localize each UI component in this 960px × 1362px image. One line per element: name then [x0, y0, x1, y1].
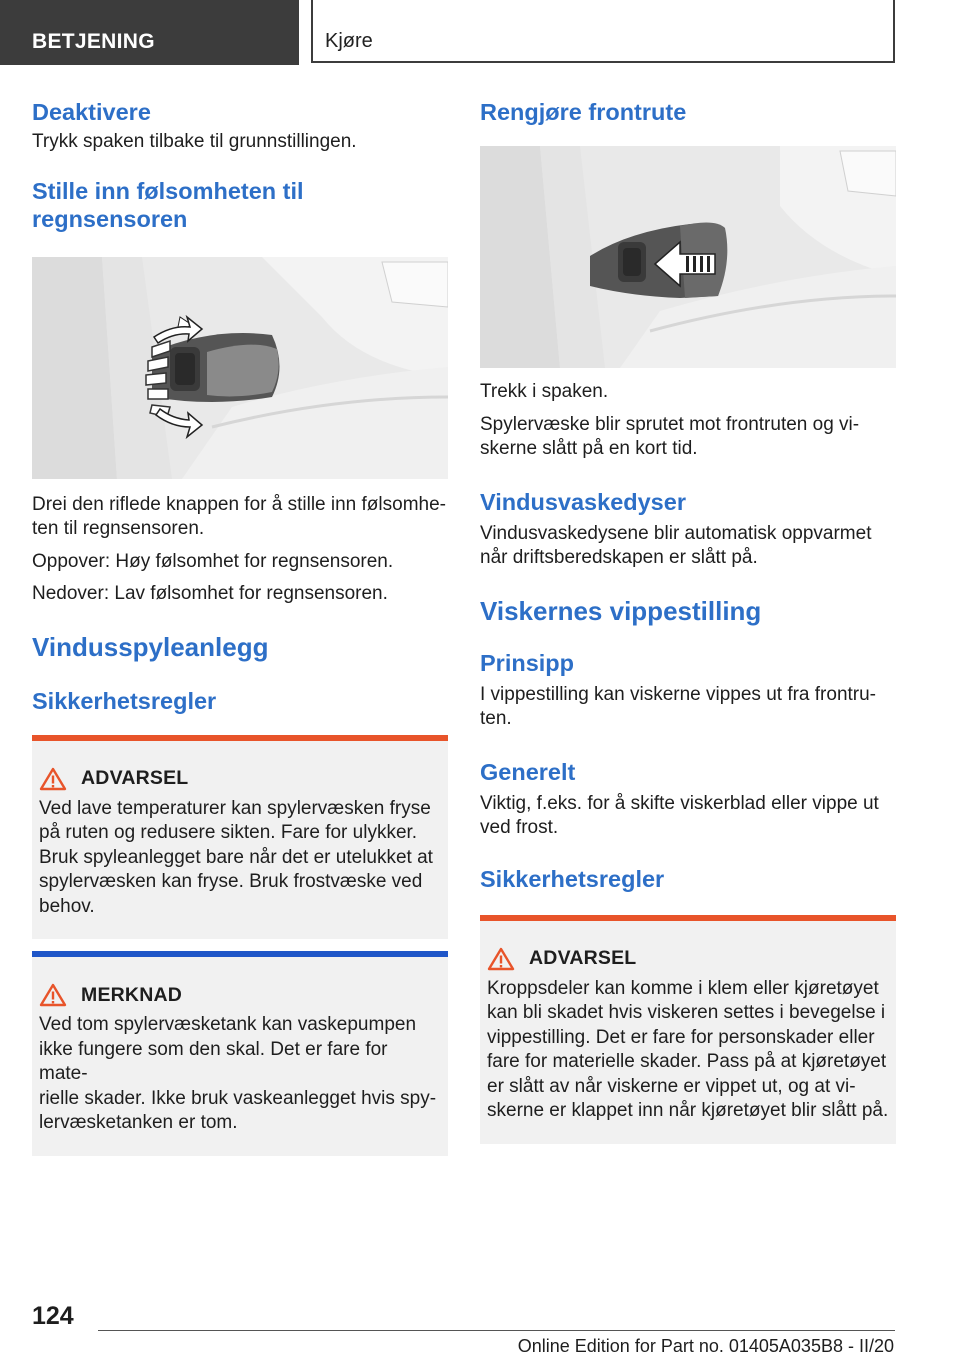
- warning-line: Ved lave temperaturer kan spylervæsken fryse: [39, 797, 431, 819]
- warning-line: er slått av når viskerne er vippet ut, og at vi‐: [487, 1075, 856, 1097]
- text-trekk: Trekk i spaken.: [480, 381, 609, 402]
- warning-line: vippestilling. Det er fare for personskader eller: [487, 1026, 875, 1048]
- chapter-tab: [311, 0, 895, 63]
- illustration-rain-sensor-dial: [32, 257, 448, 479]
- text-dyser-line2: når driftsberedskapen er slått på.: [480, 547, 758, 568]
- page-number: 124: [32, 1302, 74, 1330]
- warning-line: Bruk spyleanlegget bare når det er utelukket at: [39, 846, 433, 868]
- text-drei-line2: ten til regnsensoren.: [32, 518, 205, 539]
- heading-generelt: Generelt: [480, 758, 576, 785]
- warning-triangle-icon: [39, 767, 67, 791]
- note-line: Ved tom spylervæsketank kan vaskepumpen: [39, 1014, 417, 1035]
- text-nedover: Nedover: Lav følsomhet for regnsensoren.: [32, 583, 388, 604]
- heading-vindusspyleanlegg: Vindusspyleanlegg: [32, 631, 269, 662]
- note-line: rielle skader. Ikke bruk vaskeanlegget hvis spy‐: [39, 1087, 437, 1109]
- left-column: [32, 98, 448, 1156]
- heading-vindusvaskedyser: Vindusvaskedyser: [480, 488, 686, 515]
- note-box-empty-tank: [32, 951, 448, 1156]
- warning-title: ADVARSEL: [81, 767, 189, 789]
- chapter-title: Kjøre: [325, 30, 373, 52]
- right-column: [480, 98, 896, 1144]
- warning-line: behov.: [39, 895, 95, 917]
- text-generelt-line1: Viktig, f.eks. for å skifte viskerblad eller vippe ut: [480, 792, 879, 814]
- note-line: ikke fungere som den skal. Det er fare for mate‐: [39, 1038, 388, 1084]
- heading-deaktivere: Deaktivere: [32, 99, 151, 125]
- warning-line: Kroppsdeler kan komme i klem eller kjøretøyet: [487, 977, 879, 999]
- edition-text: Online Edition for Part no. 01405A035B8 - II/20: [517, 1336, 894, 1356]
- warning-line: på ruten og redusere sikten. Fare for ulykker.: [39, 822, 418, 843]
- warning-triangle-icon: [39, 983, 67, 1007]
- text-oppover: Oppover: Høy følsomhet for regnsensoren.: [32, 550, 394, 572]
- illustration-wiper-pull: [480, 146, 896, 368]
- text-prinsipp-line1: I vippestilling kan viskerne vippes ut fra frontru‐: [480, 683, 877, 705]
- text-prinsipp-line2: ten.: [480, 708, 512, 729]
- note-line: lervæsketanken er tom.: [39, 1112, 238, 1133]
- warning-box-frost: [32, 735, 448, 940]
- section-title: BETJENING: [32, 30, 155, 53]
- text-generelt-line2: ved frost.: [480, 817, 559, 838]
- note-title: MERKNAD: [81, 983, 183, 1006]
- section-tab: [0, 0, 299, 65]
- warning-line: spylervæsken kan fryse. Bruk frostvæske ved: [39, 871, 423, 892]
- text-dyser-line1: Vindusvaskedysene blir automatisk oppvarmet: [480, 522, 872, 544]
- heading-stille-line2: regnsensoren: [32, 205, 188, 232]
- heading-stille-line1: Stille inn følsomheten til: [32, 177, 304, 204]
- warning-box-tilt: [480, 915, 896, 1144]
- text-deaktivere: Trykk spaken tilbake til grunnstillingen.: [32, 131, 357, 152]
- footer-divider: [98, 1330, 895, 1331]
- text-spyler-line2: skerne slått på en kort tid.: [480, 438, 698, 459]
- heading-sikkerhetsregler-right: Sikkerhetsregler: [480, 865, 665, 892]
- text-drei-line1: Drei den riflede knappen for å stille inn følsomhe‐: [32, 493, 446, 515]
- heading-prinsipp: Prinsipp: [480, 649, 575, 676]
- heading-vippestilling: Viskernes vippestilling: [480, 595, 762, 626]
- heading-rengjore: Rengjøre frontrute: [480, 99, 687, 125]
- text-spyler-line1: Spylervæske blir sprutet mot frontruten og vi‐: [480, 413, 860, 435]
- warning-triangle-icon: [487, 947, 515, 971]
- warning-line: skerne er klappet inn når kjøretøyet blir slått på.: [487, 1100, 889, 1121]
- warning-line: kan bli skadet hvis viskeren settes i bevegelse i: [487, 1002, 886, 1023]
- warning-title: ADVARSEL: [529, 947, 637, 969]
- heading-sikkerhetsregler-left: Sikkerhetsregler: [32, 687, 217, 714]
- warning-line: fare for materielle skader. Pass på at kjøretøyet: [487, 1051, 887, 1072]
